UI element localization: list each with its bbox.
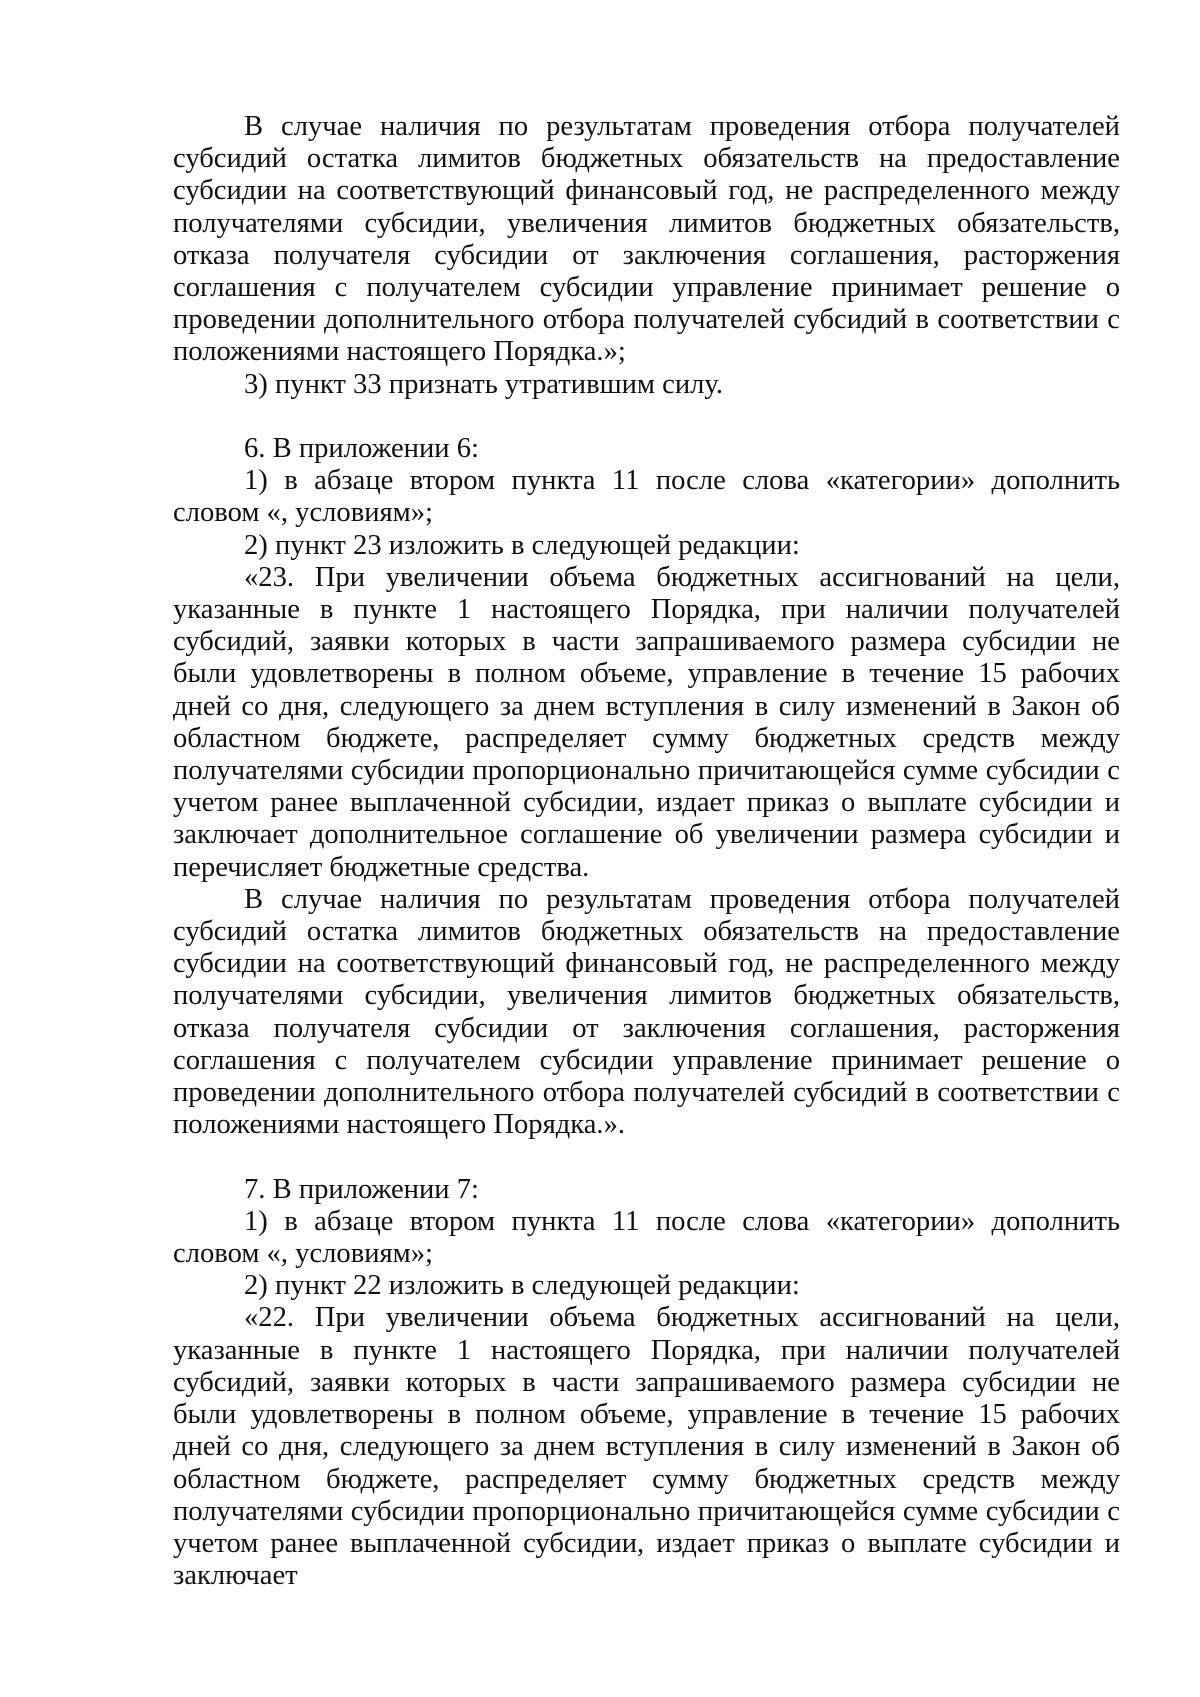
paragraph-appendix-7-item-2: 2) пункт 22 изложить в следующей редакции: (244, 1270, 800, 1302)
paragraph-remaining-limits-2: В случае наличия по результатам проведения отбора получателей субсидий остатка лимитов бюджетных обязательств на предоставление субсидии на соответствующий финансовый год, не распределенного между получателями субсидии, увеличения лимитов бюджетных обязательств, отказа получателя субсидии от заключения соглашения, расторжения соглашения с получателем субсидии управление принимает решение о проведении дополнительного отбора получателей субсидий в соответствии с положениями настоящего Порядка.». (173, 883, 1120, 1141)
paragraph-clause-22: «22. При увеличении объема бюджетных ассигнований на цели, указанные в пункте 1 настоящего Порядка, при наличии получателей субсидий, заявки которых в части запрашиваемого размера субсидии не были удовлетворены в полном объеме, управление в течение 15 рабочих дней со дня, следующего за днем вступления в силу изменений в Закон об областном бюджете, распределяет сумму бюджетных средств между получателями субсидии пропорционально причитающейся сумме субсидии с учетом ранее выплаченной субсидии, издает приказ о выплате субсидии и заключает (173, 1302, 1120, 1592)
paragraph-clause-23: «23. При увеличении объема бюджетных ассигнований на цели, указанные в пункте 1 настоящего Порядка, при наличии получателей субсидий, заявки которых в части запрашиваемого размера субсидии не были удовлетворены в полном объеме, управление в течение 15 рабочих дней со дня, следующего за днем вступления в силу изменений в Закон об областном бюджете, распределяет сумму бюджетных средств между получателями субсидии пропорционально причитающейся сумме субсидии с учетом ранее выплаченной субсидии, издает приказ о выплате субсидии и заключает дополнительное соглашение об увеличении размера субсидии и перечисляет бюджетные средства. (173, 561, 1120, 883)
paragraph-remaining-limits-1: В случае наличия по результатам проведения отбора получателей субсидий остатка лимитов бюджетных обязательств на предоставление субсидии на соответствующий финансовый год, не распределенного между получателями субсидии, увеличения лимитов бюджетных обязательств, отказа получателя субсидии от заключения соглашения, расторжения соглашения с получателем субсидии управление принимает решение о проведении дополнительного отбора получателей субсидий в соответствии с положениями настоящего Порядка.»; (173, 111, 1120, 368)
paragraph-appendix-6-item-1: 1) в абзаце втором пункта 11 после слова «категории» дополнить словом «, условиям»; (173, 465, 1120, 529)
paragraph-appendix-7-item-1: 1) в абзаце втором пункта 11 после слова «категории» дополнить словом «, условиям»; (173, 1205, 1120, 1270)
section-gap (173, 1141, 1120, 1173)
paragraph-appendix-6-item-2: 2) пункт 23 изложить в следующей редакции: (244, 529, 800, 561)
section-heading-appendix-7: 7. В приложении 7: (244, 1173, 479, 1205)
section-heading-appendix-6: 6. В приложении 6: (244, 433, 479, 465)
paragraph-item-33-void: 3) пункт 33 признать утратившим силу. (244, 368, 724, 400)
document-page (173, 111, 1120, 1592)
section-gap (173, 401, 1120, 433)
